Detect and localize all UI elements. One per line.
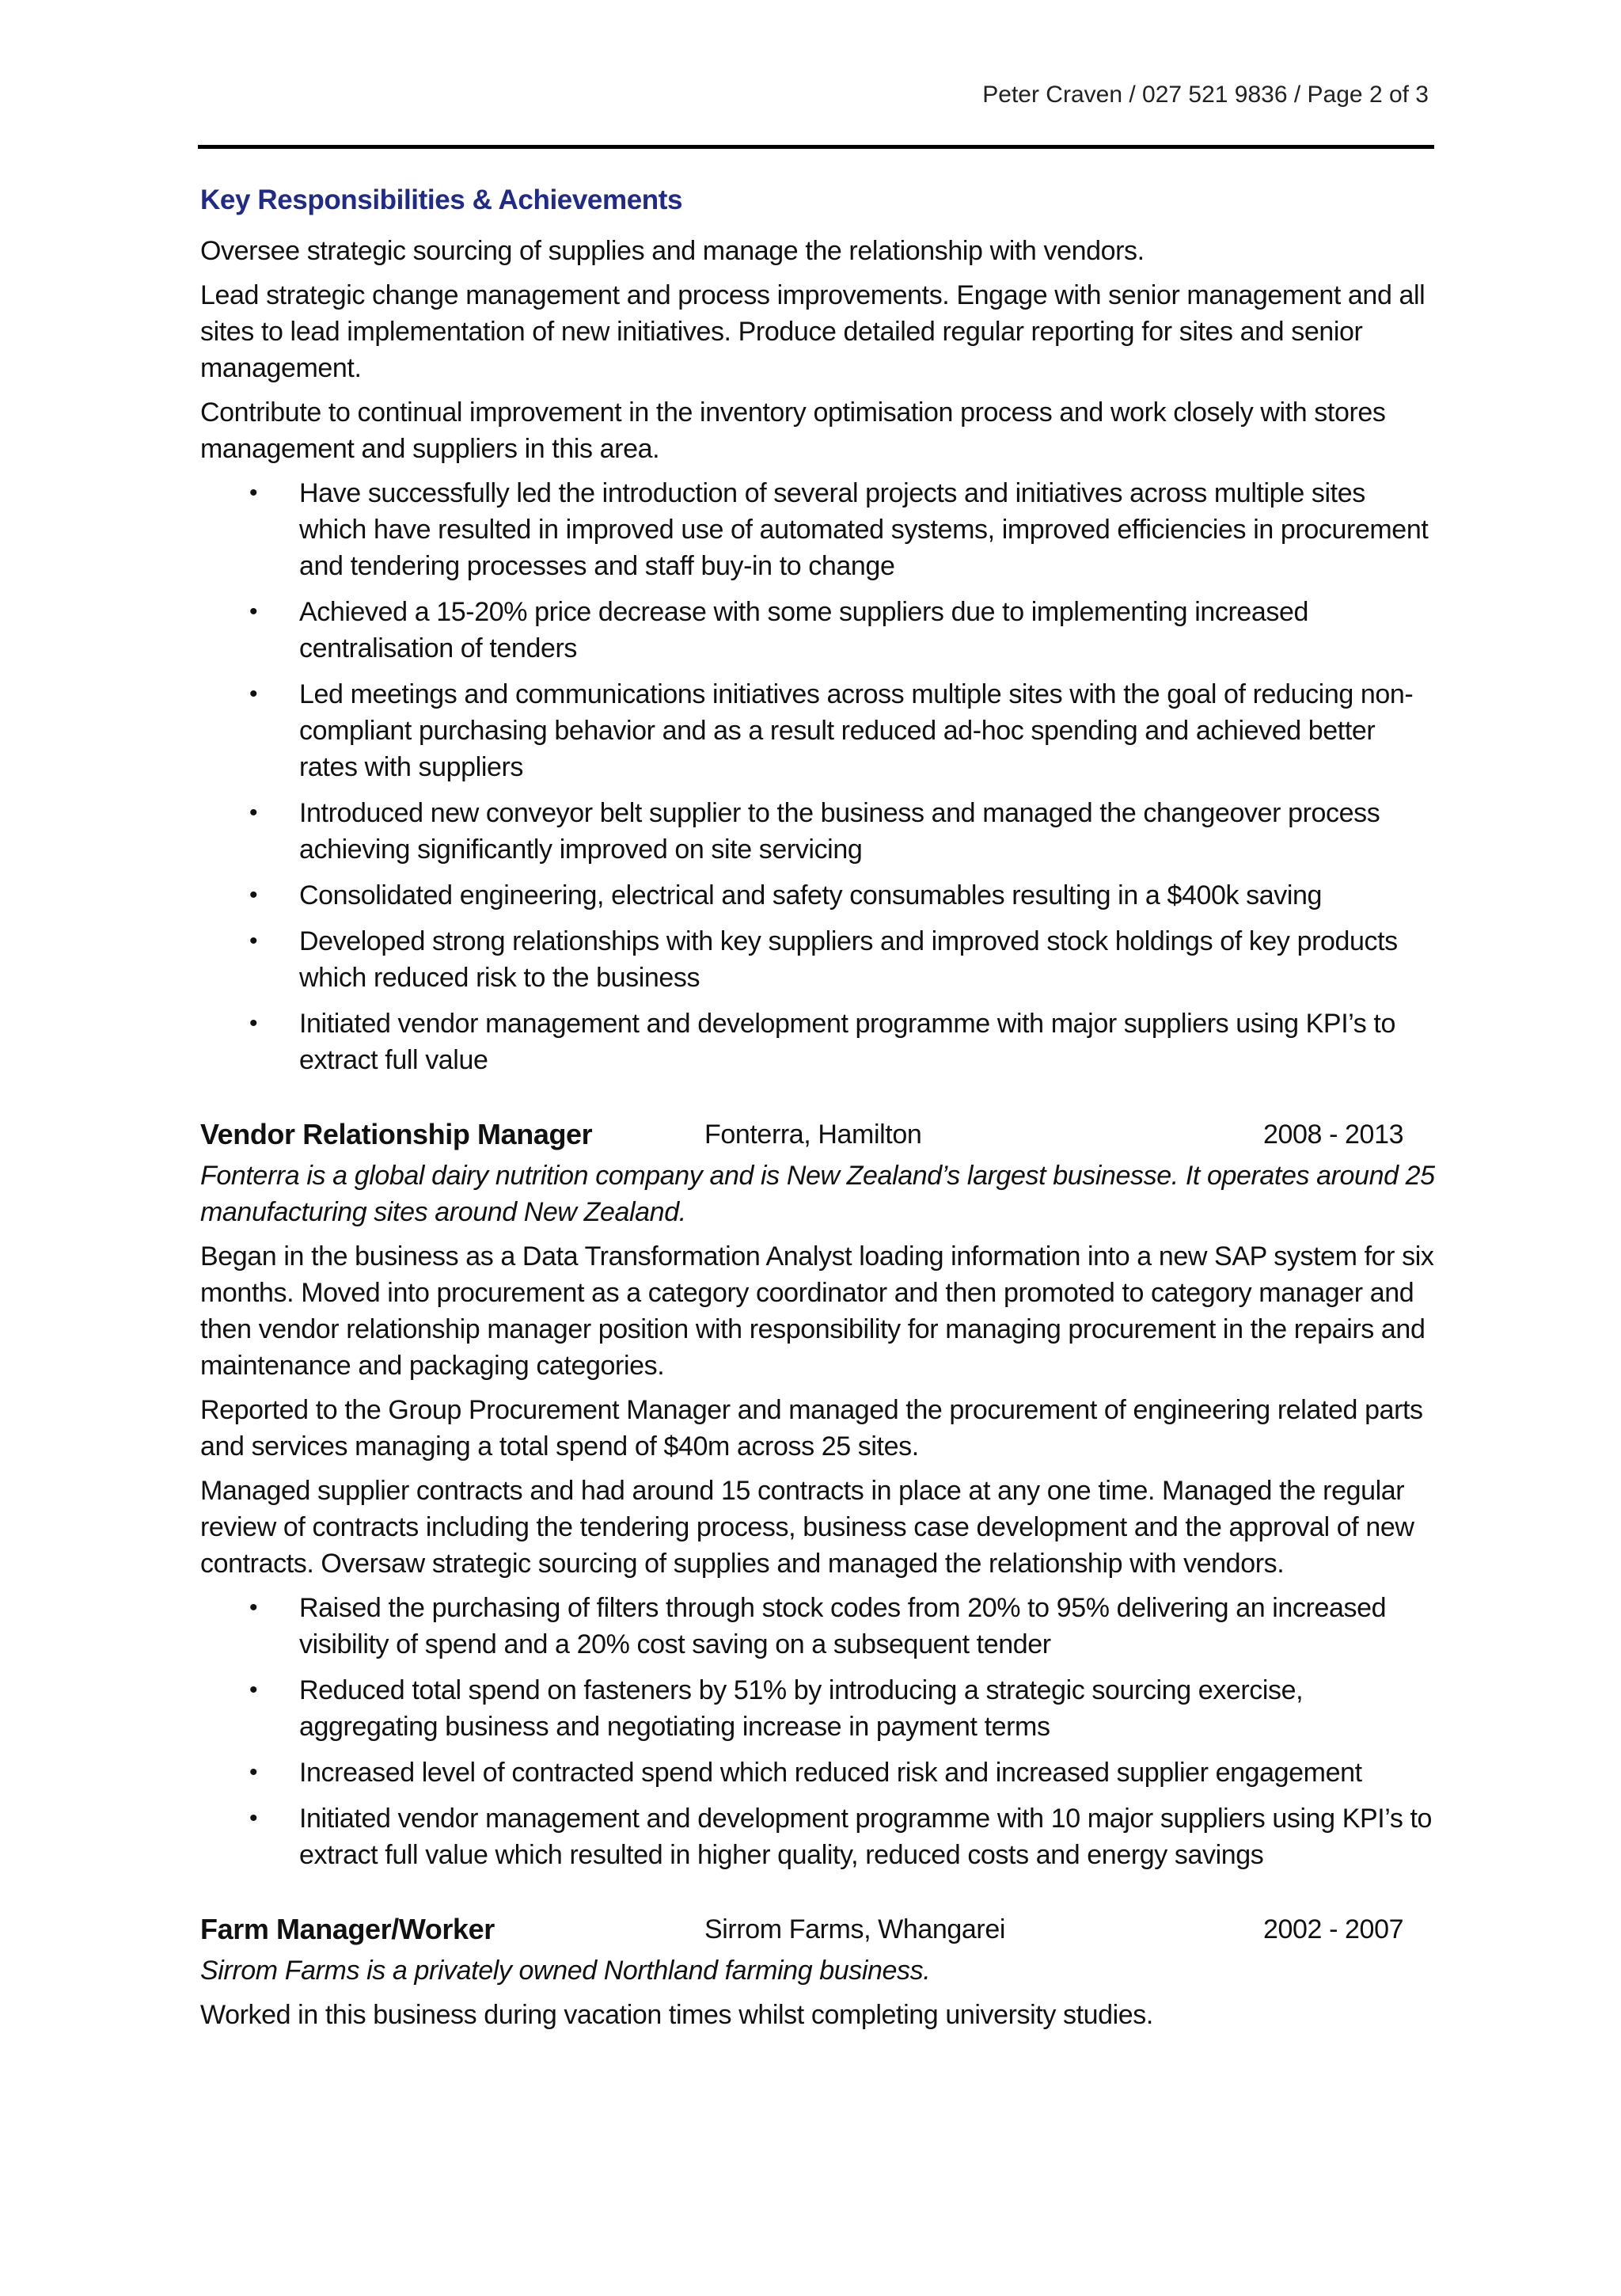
- section-heading-key-responsibilities: Key Responsibilities & Achievements: [200, 184, 683, 215]
- paragraph: Lead strategic change management and process improvements. Engage with senior management and all sites to lead implementation of new initiatives. Produce detailed regular reporting for sites and senior management.: [200, 280, 1425, 383]
- bullet-icon: •: [249, 681, 258, 707]
- paragraph: Began in the business as a Data Transformation Analyst loading information into a new SAP system for six months. Moved into procurement as a category coordinator and then promoted to category manager and then vendor relationship manager position with responsibility for managing procurement in the repairs and maintenance and packaging categories.: [200, 1241, 1434, 1381]
- bullet-icon: •: [249, 480, 258, 506]
- list-item: [200, 1800, 1435, 1873]
- list-item-text: Reduced total spend on fasteners by 51% by introducing a strategic sourcing exercise, aggregating business and negotiating increase in payment terms: [299, 1675, 1304, 1742]
- bullet-icon: •: [249, 882, 258, 908]
- paragraph: Oversee strategic sourcing of supplies and manage the relationship with vendors.: [200, 236, 1145, 266]
- main-content: [200, 182, 1435, 2041]
- bullet-icon: •: [249, 928, 258, 954]
- list-item-text: Have successfully led the introduction of several projects and initiatives across multiple sites which have resulted in improved use of automated systems, improved efficiencies in procurement and tendering processes and staff buy-in to change: [299, 478, 1429, 581]
- list-item: [200, 795, 1435, 868]
- paragraph: Reported to the Group Procurement Manager and managed the procurement of engineering related parts and services managing a total spend of $40m across 25 sites.: [200, 1395, 1423, 1462]
- vendor-achievements-list: [200, 1590, 1435, 1873]
- bullet-icon: •: [249, 1677, 258, 1703]
- list-item-text: Raised the purchasing of filters through stock codes from 20% to 95% delivering an increased visibility of spend and a 20% cost saving on a subsequent tender: [299, 1593, 1387, 1659]
- paragraph: Worked in this business during vacation times whilst completing university studies.: [200, 2000, 1153, 2030]
- bullet-icon: •: [249, 1759, 258, 1785]
- bullet-icon: •: [249, 599, 258, 625]
- role-header-farm: [200, 1911, 1435, 1949]
- role-title: Farm Manager/Worker: [200, 1913, 495, 1945]
- key-achievements-list: [200, 475, 1435, 1078]
- list-item: [200, 1005, 1435, 1078]
- list-item-text: Initiated vendor management and development programme with major suppliers using KPI’s to extract full value: [299, 1009, 1395, 1075]
- list-item-text: Initiated vendor management and development programme with 10 major suppliers using KPI’s to extract full value which resulted in higher quality, reduced costs and energy savings: [299, 1804, 1433, 1870]
- bullet-icon: •: [249, 1805, 258, 1831]
- list-item-text: Consolidated engineering, electrical and safety consumables resulting in a $400k saving: [299, 880, 1323, 910]
- list-item-text: Led meetings and communications initiatives across multiple sites with the goal of reducing non-compliant purchasing behavior and as a result reduced ad-hoc spending and achieved better rates with suppliers: [299, 679, 1414, 782]
- page-header: Peter Craven / 027 521 9836 / Page 2 of 3: [982, 82, 1429, 108]
- paragraph: Contribute to continual improvement in the inventory optimisation process and work closely with stores management and suppliers in this area.: [200, 397, 1386, 464]
- list-item: [200, 1754, 1435, 1791]
- list-item-text: Increased level of contracted spend which reduced risk and increased supplier engagement: [299, 1758, 1362, 1788]
- list-item: [200, 475, 1435, 584]
- list-item: [200, 594, 1435, 667]
- role-company: Sirrom Farms, Whangarei: [704, 1914, 1005, 1944]
- list-item-text: Introduced new conveyor belt supplier to the business and managed the changeover process achieving significantly improved on site servicing: [299, 798, 1380, 865]
- paragraph: Managed supplier contracts and had around 15 contracts in place at any one time. Managed the regular review of contracts including the tendering process, business case development and the approval of new contracts. Oversaw strategic sourcing of supplies and managed the relationship with vendors.: [200, 1476, 1414, 1579]
- list-item-text: Developed strong relationships with key suppliers and improved stock holdings of key products which reduced risk to the business: [299, 926, 1398, 993]
- role-dates: 2002 - 2007: [1263, 1914, 1404, 1944]
- bullet-icon: •: [249, 1595, 258, 1621]
- role-title: Vendor Relationship Manager: [200, 1118, 593, 1150]
- company-description: Sirrom Farms is a privately owned Northland farming business.: [200, 1956, 931, 1986]
- list-item-text: Achieved a 15-20% price decrease with some suppliers due to implementing increased centralisation of tenders: [299, 597, 1309, 663]
- company-description: Fonterra is a global dairy nutrition company and is New Zealand’s largest businesse. It operates around 25 manufacturing sites around New Zealand.: [200, 1161, 1435, 1227]
- bullet-icon: •: [249, 1010, 258, 1036]
- list-item: [200, 1590, 1435, 1663]
- list-item: [200, 676, 1435, 785]
- role-header-vendor: [200, 1116, 1435, 1154]
- role-company: Fonterra, Hamilton: [704, 1119, 922, 1150]
- header-divider: [198, 145, 1434, 149]
- list-item: [200, 1672, 1435, 1745]
- list-item: [200, 877, 1435, 914]
- role-dates: 2008 - 2013: [1263, 1119, 1404, 1150]
- list-item: [200, 923, 1435, 996]
- bullet-icon: •: [249, 800, 258, 826]
